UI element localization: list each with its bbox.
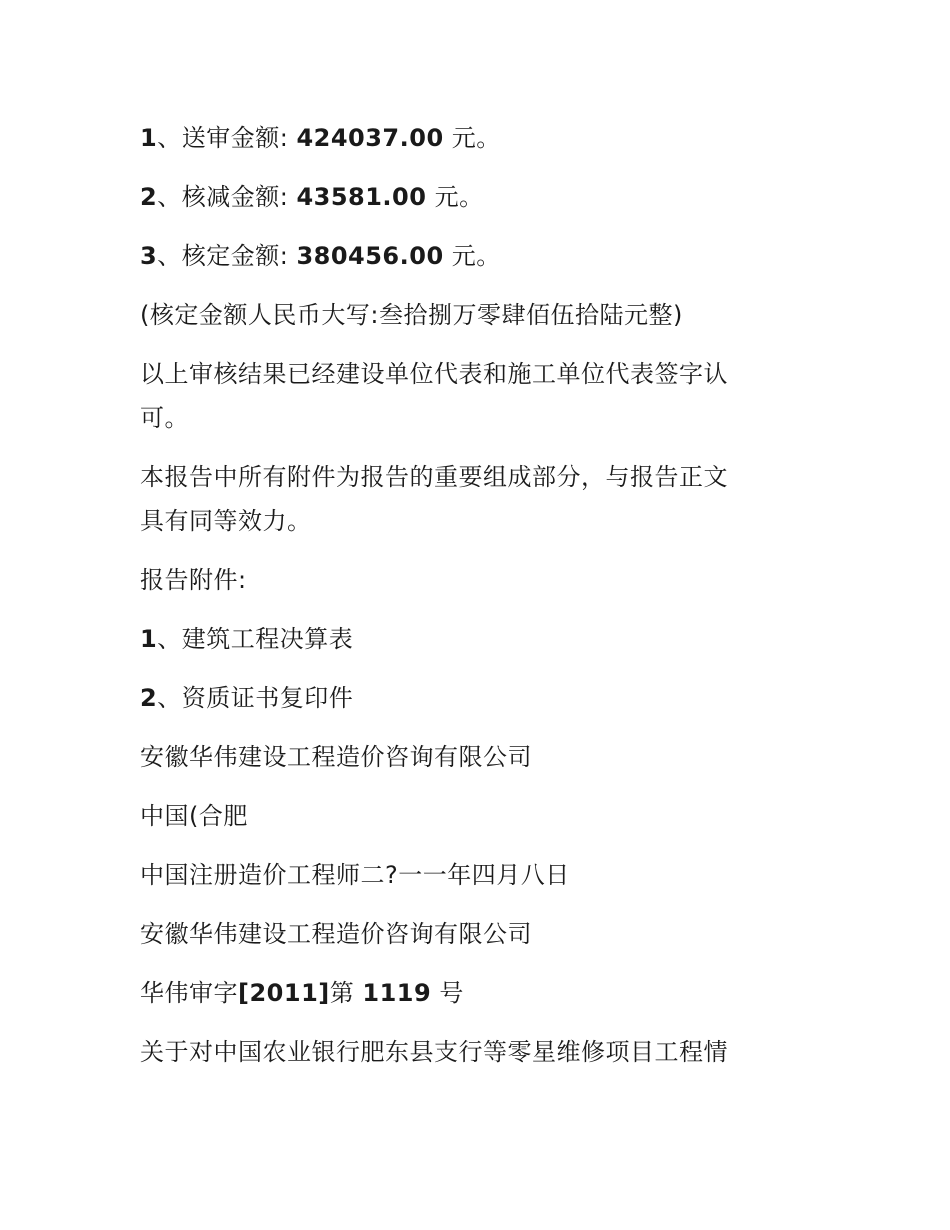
document-body bbox=[140, 116, 800, 1089]
engineer-date-line: 中国注册造价工程师二?一一年四月八日 bbox=[140, 861, 570, 889]
reference-middle: 第 bbox=[329, 979, 355, 1007]
attachment-item bbox=[140, 676, 800, 720]
item-number: 2 bbox=[140, 684, 158, 712]
approved-amount-label: 、核定金额: bbox=[157, 242, 289, 270]
approved-amount-in-words: (核定金额人民币大写:叁拾捌万零肆佰伍拾陆元整) bbox=[140, 301, 683, 329]
item-number: 1 bbox=[140, 124, 158, 152]
document-reference-number bbox=[140, 971, 800, 1015]
paragraph-line: 可。 bbox=[140, 404, 189, 432]
company-name: 安徽华伟建设工程造价咨询有限公司 bbox=[140, 920, 532, 948]
reference-prefix: 华伟审字 bbox=[140, 979, 238, 1007]
approved-amount-unit: 元。 bbox=[451, 242, 501, 270]
reference-serial: 1119 bbox=[362, 979, 432, 1007]
submitted-amount-value: 424037.00 bbox=[296, 124, 444, 152]
reference-year: [2011] bbox=[238, 979, 330, 1007]
submitted-amount-line bbox=[140, 116, 800, 160]
paragraph-line: 具有同等效力。 bbox=[140, 507, 312, 535]
submitted-amount-label: 、送审金额: bbox=[157, 124, 289, 152]
paragraph-line: 本报告中所有附件为报告的重要组成部分，与报告正文 bbox=[140, 463, 728, 491]
company-name: 安徽华伟建设工程造价咨询有限公司 bbox=[140, 743, 532, 771]
reduced-amount-value: 43581.00 bbox=[296, 183, 427, 211]
attachments-heading: 报告附件: bbox=[140, 566, 247, 594]
attachment-item-text: 、建筑工程决算表 bbox=[157, 625, 354, 653]
reduced-amount-unit: 元。 bbox=[434, 183, 484, 211]
item-number: 3 bbox=[140, 242, 158, 270]
approved-amount-line bbox=[140, 234, 800, 278]
submitted-amount-unit: 元。 bbox=[451, 124, 501, 152]
report-title-line: 关于对中国农业银行肥东县支行等零星维修项目工程情 bbox=[140, 1038, 728, 1066]
approved-amount-value: 380456.00 bbox=[296, 242, 444, 270]
paragraph-line: 以上审核结果已经建设单位代表和施工单位代表签字认 bbox=[140, 360, 728, 388]
attachment-validity-paragraph bbox=[140, 455, 800, 543]
reference-suffix: 号 bbox=[439, 979, 464, 1007]
item-number: 2 bbox=[140, 183, 158, 211]
location-line: 中国(合肥 bbox=[140, 802, 248, 830]
signature-confirmation-paragraph bbox=[140, 352, 800, 440]
attachment-item bbox=[140, 617, 800, 661]
item-number: 1 bbox=[140, 625, 158, 653]
reduced-amount-line bbox=[140, 175, 800, 219]
reduced-amount-label: 、核减金额: bbox=[157, 183, 289, 211]
attachment-item-text: 、资质证书复印件 bbox=[157, 684, 354, 712]
